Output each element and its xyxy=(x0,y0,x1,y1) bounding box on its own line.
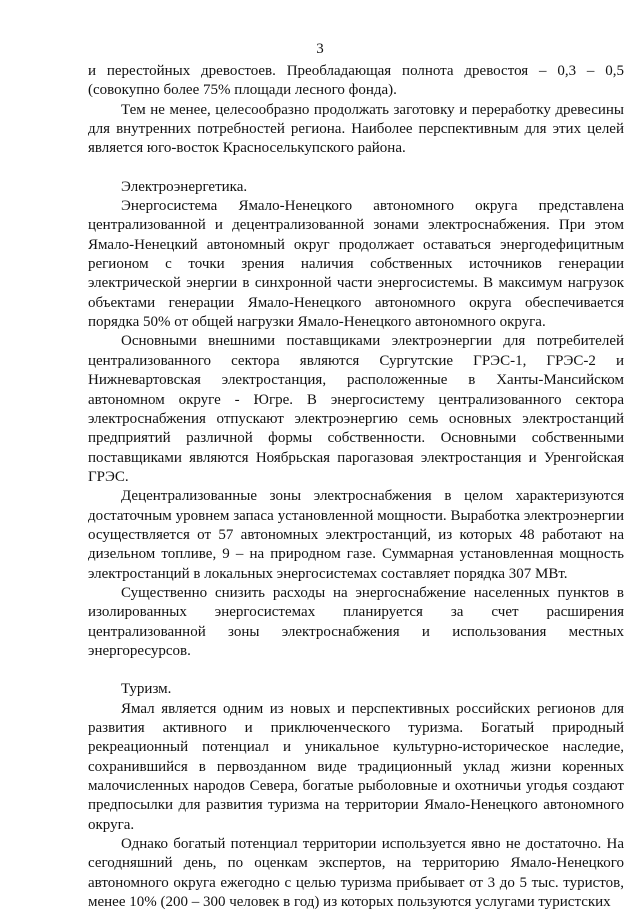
section-heading-energy: Электроэнергетика. xyxy=(121,178,248,195)
section-spacer xyxy=(88,661,624,680)
page-number: 3 xyxy=(316,41,324,57)
paragraph-energy-costs: Существенно снизить расходы на энергоснабжение населенных пунктов в изолированных энергосистемах планируется за счет расширения централизованной зоны электроснабжения и использования местных энергоресурсов. xyxy=(88,584,624,659)
document-body xyxy=(88,62,624,912)
paragraph-external-suppliers: Основными внешними поставщиками электроэнергии для потребителей централизованного сектора являются Сургутские ГРЭС-1, ГРЭС-2 и Нижневартовская электростанция, расположенные в Ханты-Мансийском автономном округе - Югре. В энергосистему централизованного сектора электроснабжения отпускают электроэнергию семь основных электростанций предприятий различной формы собственности. Основными собственными поставщиками являются Ноябрьская парогазовая электростанция и Уренгойская ГРЭС. xyxy=(88,333,624,485)
paragraph-energy-system: Энергосистема Ямало-Ненецкого автономного округа представлена централизованной и децентрализованной зонами электроснабжения. При этом Ямало-Ненецкий автономный округ продолжает оставаться энергодефицитным регионом с точки зрения наличия собственных источников генерации электрической энергии в синхронной части энергосистемы. В максимум нагрузок объектами генерации Ямало-Ненецкого автономного округа обеспечивается порядка 50% от общей нагрузки Ямало-Ненецкого автономного округа. xyxy=(88,198,624,331)
paragraph-forest-tail: и перестойных древостоев. Преобладающая полнота древостоя – 0,3 – 0,5 (совокупно более 75% площади лесного фонда). xyxy=(88,63,624,99)
section-spacer xyxy=(88,159,624,178)
paragraph-timber-processing: Тем не менее, целесообразно продолжать заготовку и переработку древесины для внутренних потребностей региона. Наиболее перспективным для этих целей является юго-восток Красноселькупского района. xyxy=(88,101,624,157)
paragraph-tourism-potential: Ямал является одним из новых и перспективных российских регионов для развития активного и приключенческого туризма. Богатый природный рекреационный потенциал и уникальное культурно-историческое наследие, сохранившийся в первозданном виде традиционный уклад жизни коренных малочисленных народов Севера, богатые рыболовные и охотничьи угодья создают предпосылки для развития туризма на территории Ямало-Ненецкого автономного округа. xyxy=(88,700,624,833)
section-heading-tourism: Туризм. xyxy=(121,681,172,698)
paragraph-decentralized-zones: Децентрализованные зоны электроснабжения в целом характеризуются достаточным уровнем запаса установленной мощности. Выработка электроэнергии осуществляется от 57 автономных электростанций, из которых 48 работают на дизельном топливе, 9 – на природном газе. Суммарная установленная мощность электростанций в локальных энергосистемах составляет порядка 307 МВт. xyxy=(88,488,624,582)
paragraph-tourism-usage: Однако богатый потенциал территории используется явно не достаточно. На сегодняшний день, по оценкам экспертов, на территорию Ямало-Ненецкого автономного округа ежегодно с целью туризма прибывает от 3 до 5 тыс. туристов, менее 10% (200 – 300 человек в год) из которых пользуются услугами туристских xyxy=(88,836,624,911)
